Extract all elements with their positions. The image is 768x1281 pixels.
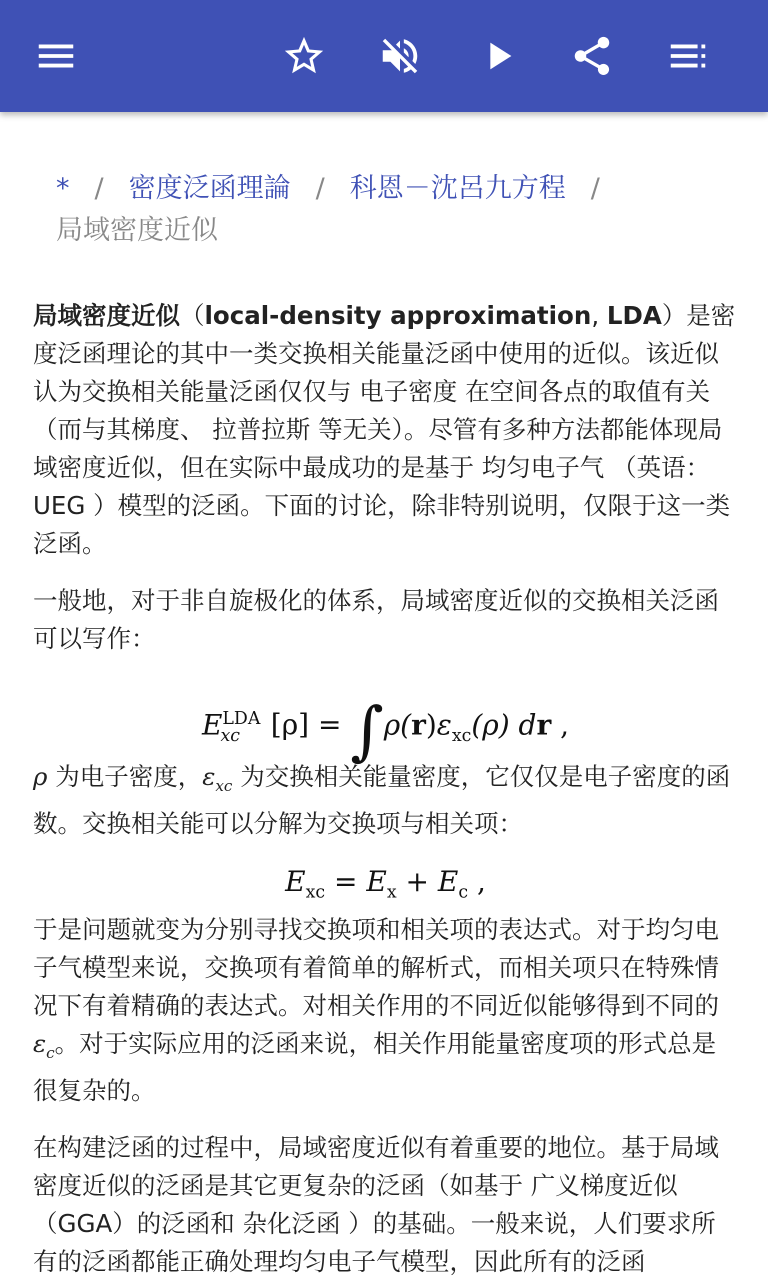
eps-c-sub: c xyxy=(46,1043,55,1062)
eps-c-symbol: ε xyxy=(33,1028,47,1058)
eps-symbol: ε xyxy=(202,762,216,791)
intro-text: ）是密度泛函理论的其中一类交换相关能量泛函中使用的近似。该近似认为交换相关能量泛函仅仅与 电子密度 在空间各点的取值有关（而与其梯度、 拉普拉斯 等无关）。尽管有多种方法都能体现局域密度近似，但在实际中最成功的是基于 均匀电子气 （英语： UEG ）模型的泛函。下面的讨论，除非特别说明，仅限于这一类泛函。 xyxy=(33,301,736,558)
eq2-plus: + xyxy=(396,864,438,898)
breadcrumb-current: 局域密度近似 xyxy=(56,215,218,246)
comma: , xyxy=(591,301,607,330)
article-content xyxy=(33,168,738,1281)
eq-lhs: [ρ] = xyxy=(270,708,351,742)
eq2-equals: = xyxy=(325,864,367,898)
eps-xc-sub: xc xyxy=(215,776,233,795)
breadcrumb-link-home[interactable]: * xyxy=(56,173,70,204)
eq2-sub-c: c xyxy=(458,882,469,903)
breadcrumb-separator: / xyxy=(315,173,325,204)
eq-eps-arg: (ρ) d xyxy=(471,708,537,742)
xc-text-2: 。对于实际应用的泛函来说，相关作用能量密度项的形式总是很复杂的。 xyxy=(33,1028,717,1105)
abbreviation: LDA xyxy=(606,301,662,330)
breadcrumb-separator: / xyxy=(94,173,104,204)
english-term: local-density approximation xyxy=(204,301,592,330)
app-bar xyxy=(0,0,768,112)
eq2-E-xc: E xyxy=(285,864,306,898)
contents-button[interactable] xyxy=(652,20,724,92)
star-outline-icon xyxy=(281,33,327,79)
eq-sup-lda: LDA xyxy=(222,709,261,729)
eq-close: ) xyxy=(425,708,437,742)
eq2-E-c: E xyxy=(437,864,459,898)
functional-construction-paragraph: 在构建泛函的过程中，局域密度近似有着重要的地位。基于局域密度近似的泛函是其它更复杂的泛函（如基于 广义梯度近似 （GGA）的泛函和 杂化泛函 ）的基础。一般来说，人们要求所有的泛函都能正确处理均匀电子气模型，因此所有的泛函 xyxy=(33,1132,719,1276)
paren-open: （ xyxy=(180,301,205,330)
eq2-end: , xyxy=(468,864,486,898)
eq2-sub-x: x xyxy=(386,882,397,903)
intro-paragraph xyxy=(33,297,738,563)
bookmark-button[interactable] xyxy=(268,20,340,92)
eq-r: r xyxy=(411,708,426,742)
eq-eps-sub: xc xyxy=(451,725,472,746)
xc-text-1: 于是问题就变为分别寻找交换项和相关项的表达式。对于均匀电子气模型来说，交换项有着简单的解析式，而相关项只在特殊情况下有着精确的表达式。对相关作用的不同近似能够得到不同的 xyxy=(33,914,719,1020)
menu-icon xyxy=(33,33,79,79)
eq-dr: r xyxy=(536,708,552,742)
eq2-sub-xc: xc xyxy=(305,882,326,903)
eq-end: , xyxy=(551,708,570,742)
menu-button[interactable] xyxy=(20,20,92,92)
article-term: 局域密度近似 xyxy=(33,301,180,330)
eq-E: E xyxy=(201,708,223,742)
density-text-2: 为交换相关能量密度，它仅仅是电子密度的函数。交换相关能可以分解为交换项与相关项： xyxy=(33,762,731,838)
play-icon xyxy=(475,33,521,79)
breadcrumb-link-dft[interactable]: 密度泛函理論 xyxy=(128,173,291,204)
eq-integral: ∫ xyxy=(350,694,384,769)
density-text-1: 为电子密度， xyxy=(47,762,203,791)
play-button[interactable] xyxy=(462,20,534,92)
eq-rho: ρ( xyxy=(383,708,412,742)
mute-button[interactable] xyxy=(364,20,436,92)
formula-intro-paragraph: 一般地，对于非自旋极化的体系，局域密度近似的交换相关泛函可以写作： xyxy=(33,586,719,653)
exchange-correlation-paragraph xyxy=(33,911,738,1110)
playlist-icon xyxy=(665,33,711,79)
rho-symbol: ρ xyxy=(33,762,48,791)
breadcrumb xyxy=(56,168,716,252)
breadcrumb-separator: / xyxy=(590,173,600,204)
share-icon xyxy=(569,33,615,79)
eq2-E-x: E xyxy=(366,864,387,898)
xc-decomposition-equation xyxy=(33,853,738,911)
volume-off-icon xyxy=(377,33,423,79)
share-button[interactable] xyxy=(556,20,628,92)
density-paragraph xyxy=(33,758,738,843)
breadcrumb-link-kohn-sham[interactable]: 科恩－沈呂九方程 xyxy=(349,173,566,204)
eq-sub-xc: xc xyxy=(220,725,240,746)
lda-equation xyxy=(33,680,738,769)
eq-eps: ε xyxy=(436,708,452,742)
